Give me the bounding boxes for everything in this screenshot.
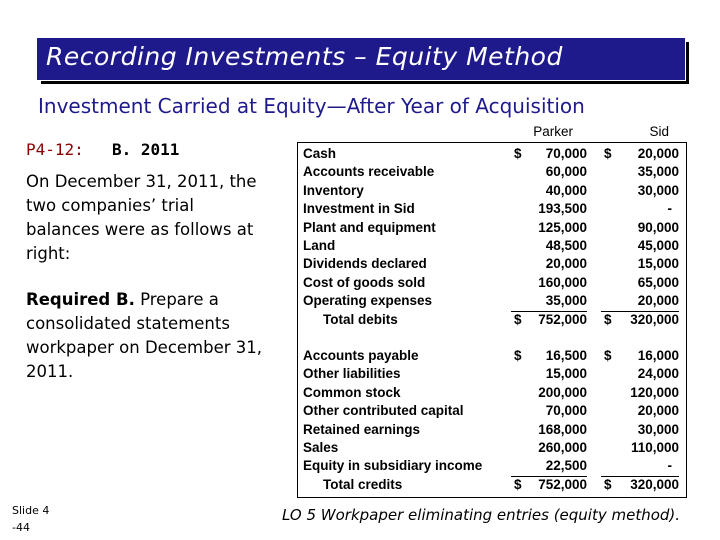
row-label: Accounts receivable bbox=[303, 164, 435, 180]
table-row bbox=[297, 164, 687, 182]
sid-value: 90,000 bbox=[637, 219, 679, 235]
parker-value: 200,000 bbox=[538, 384, 587, 400]
sid-value: 20,000 bbox=[637, 293, 679, 309]
learning-objective: LO 5 Workpaper eliminating entries (equity method). bbox=[282, 506, 681, 524]
parker-value: 193,500 bbox=[538, 201, 587, 217]
sid-value: 20,000 bbox=[637, 146, 679, 161]
sid-value: 16,000 bbox=[637, 348, 679, 363]
sid-value: 20,000 bbox=[637, 403, 679, 419]
parker-value: 125,000 bbox=[538, 219, 587, 235]
total-row bbox=[297, 477, 687, 495]
title-banner bbox=[36, 37, 686, 83]
total-row bbox=[297, 312, 687, 330]
table-row bbox=[297, 458, 687, 476]
slide-number-line1: Slide 4 bbox=[12, 504, 50, 517]
row-label: Total credits bbox=[323, 476, 403, 492]
dollar-sign: $ bbox=[604, 476, 612, 492]
parker-value: 20,000 bbox=[545, 256, 587, 272]
table-row bbox=[297, 275, 687, 293]
problem-part: B. 2011 bbox=[112, 140, 180, 159]
row-label: Total debits bbox=[323, 311, 398, 327]
row-label: Retained earnings bbox=[303, 421, 421, 437]
table-row bbox=[297, 256, 687, 274]
parker-value: 752,000 bbox=[538, 311, 587, 327]
row-label: Equity in subsidiary income bbox=[303, 458, 483, 474]
table-row bbox=[297, 220, 687, 238]
table-row bbox=[297, 366, 687, 384]
parker-value: 16,500 bbox=[545, 348, 587, 363]
column-header-parker: Parker bbox=[533, 124, 573, 139]
table-row bbox=[297, 146, 687, 164]
row-label: Other liabilities bbox=[303, 366, 401, 382]
sid-value: 24,000 bbox=[637, 366, 679, 382]
parker-value: 168,000 bbox=[538, 421, 587, 437]
parker-value: 60,000 bbox=[545, 164, 587, 180]
intro-paragraph: On December 31, 2011, the two companies’ trial balances were as follows at right: bbox=[26, 172, 257, 263]
row-label: Dividends declared bbox=[303, 256, 427, 272]
table-row bbox=[297, 385, 687, 403]
slide-number bbox=[12, 502, 49, 536]
dollar-sign: $ bbox=[514, 146, 522, 161]
table-row bbox=[297, 238, 687, 256]
parker-value: 160,000 bbox=[538, 274, 587, 290]
sid-value: 110,000 bbox=[630, 440, 679, 455]
table-row bbox=[297, 403, 687, 421]
title-box bbox=[36, 37, 686, 81]
parker-value: 35,000 bbox=[545, 293, 587, 309]
parker-value: 70,000 bbox=[545, 146, 587, 161]
dollar-sign: $ bbox=[604, 311, 612, 327]
problem-id: P4-12: bbox=[26, 140, 84, 159]
sid-value: 35,000 bbox=[637, 164, 679, 180]
slide-subtitle: Investment Carried at Equity—After Year of Acquisition bbox=[38, 94, 585, 118]
slide-number-line2: -44 bbox=[12, 521, 30, 534]
total-rule bbox=[601, 476, 679, 477]
row-label: Common stock bbox=[303, 384, 401, 400]
row-label: Accounts payable bbox=[303, 348, 419, 363]
sid-value: - bbox=[667, 458, 672, 474]
dollar-sign: $ bbox=[604, 348, 612, 363]
row-label: Operating expenses bbox=[303, 293, 433, 309]
sid-value: 45,000 bbox=[637, 238, 679, 253]
sid-value: 30,000 bbox=[637, 421, 679, 437]
parker-value: 15,000 bbox=[545, 366, 587, 382]
sid-value: 15,000 bbox=[637, 256, 679, 272]
sid-value: 320,000 bbox=[630, 311, 679, 327]
parker-value: 70,000 bbox=[545, 403, 587, 419]
sid-value: 30,000 bbox=[637, 182, 679, 198]
parker-value: 48,500 bbox=[545, 238, 587, 253]
required-label: Required B. bbox=[26, 290, 135, 309]
column-header-sid: Sid bbox=[649, 124, 669, 139]
required-paragraph bbox=[26, 288, 264, 384]
table-row bbox=[297, 348, 687, 366]
row-label: Inventory bbox=[303, 182, 364, 198]
total-rule bbox=[511, 476, 587, 477]
slide-title: Recording Investments – Equity Method bbox=[46, 42, 563, 71]
trial-balance-table bbox=[297, 124, 687, 498]
required-text: Prepare a consolidated statements workpaper on December 31, 2011. bbox=[26, 290, 263, 381]
row-label: Sales bbox=[303, 440, 339, 455]
total-rule bbox=[511, 311, 587, 312]
sid-value: - bbox=[667, 201, 672, 217]
total-rule bbox=[601, 311, 679, 312]
table-row bbox=[297, 422, 687, 440]
row-label: Cost of goods sold bbox=[303, 274, 426, 290]
dollar-sign: $ bbox=[604, 146, 612, 161]
table-row bbox=[297, 201, 687, 219]
dollar-sign: $ bbox=[514, 476, 522, 492]
dollar-sign: $ bbox=[514, 311, 522, 327]
parker-value: 22,500 bbox=[545, 458, 587, 474]
table-row bbox=[297, 183, 687, 201]
dollar-sign: $ bbox=[514, 348, 522, 363]
sid-value: 120,000 bbox=[630, 384, 679, 400]
row-label: Plant and equipment bbox=[303, 219, 436, 235]
parker-value: 40,000 bbox=[545, 182, 587, 198]
row-label: Investment in Sid bbox=[303, 201, 415, 217]
sid-value: 65,000 bbox=[637, 274, 679, 290]
table-row bbox=[297, 440, 687, 458]
sid-value: 320,000 bbox=[630, 476, 679, 492]
table-row bbox=[297, 293, 687, 311]
parker-value: 752,000 bbox=[538, 476, 587, 492]
parker-value: 260,000 bbox=[538, 440, 587, 455]
row-label: Cash bbox=[303, 146, 337, 161]
row-label: Other contributed capital bbox=[303, 403, 464, 419]
row-label: Land bbox=[303, 238, 336, 253]
